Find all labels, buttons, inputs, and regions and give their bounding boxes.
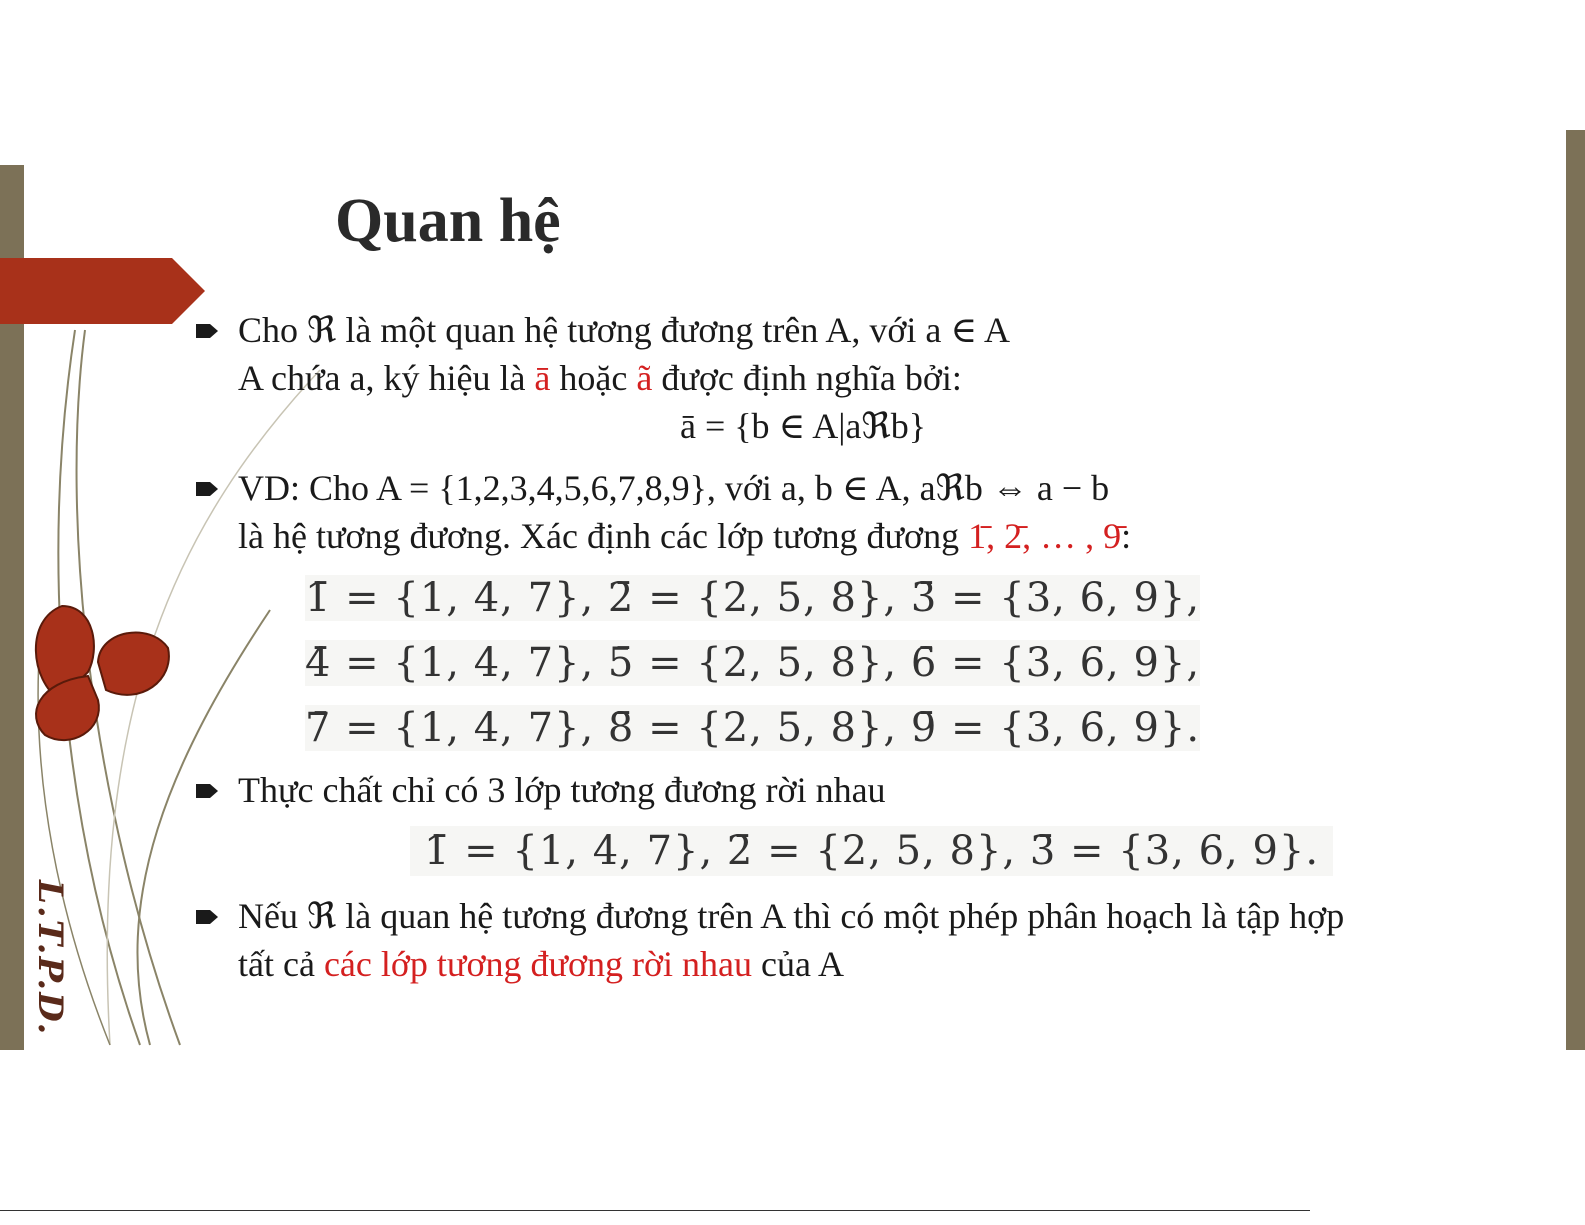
distinct-classes: 1̄ = {1, 4, 7}, 2̄ = {2, 5, 8}, 3̄ = {3, 6, 9}. [410,826,1333,876]
bullet-arrow-icon [196,322,220,340]
classes-row-2: 4̄ = {1, 4, 7}, 5̄ = {2, 5, 8}, 6̄ = {3, 6, 9}, [305,640,1201,686]
bullet-1-line-1: Cho ℜ là một quan hệ tương đương trên A, với a ∈ A [238,310,1011,350]
page-bottom-rule [0,1210,1310,1211]
bullet-2-line-2: là hệ tương đương. Xác định các lớp tương đương 1̄, 2̄, … , 9̄: [238,516,1132,556]
bullet-4-line-1: Nếu ℜ là quan hệ tương đương trên A thì có một phép phân hoạch là tập hợp [238,896,1345,936]
author-mark: L.T.P.D. [30,880,70,1037]
bullet-3-line-1: Thực chất chỉ có 3 lớp tương đương rời nhau [238,770,886,810]
classes-row-3: 7̄ = {1, 4, 7}, 8̄ = {2, 5, 8}, 9̄ = {3, 6, 9}. [305,705,1201,751]
bullet-4-line-2: tất cả các lớp tương đương rời nhau của A [238,944,845,984]
bullet-arrow-icon [196,782,220,800]
bullet-1-line-2: A chứa a, ký hiệu là ā hoặc ã được định nghĩa bởi: [238,358,962,398]
bullet-arrow-icon [196,908,220,926]
bullet-2-line-1: VD: Cho A = {1,2,3,4,5,6,7,8,9}, với a, b ∈ A, aℜb ⇔ a − b [238,468,1110,508]
bullet-1-formula: ā = {b ∈ A|aℜb} [680,406,926,446]
classes-row-1: 1̄ = {1, 4, 7}, 2̄ = {2, 5, 8}, 3̄ = {3, 6, 9}, [305,575,1201,621]
slide-title: Quan hệ [335,187,561,255]
bullet-arrow-icon [196,480,220,498]
